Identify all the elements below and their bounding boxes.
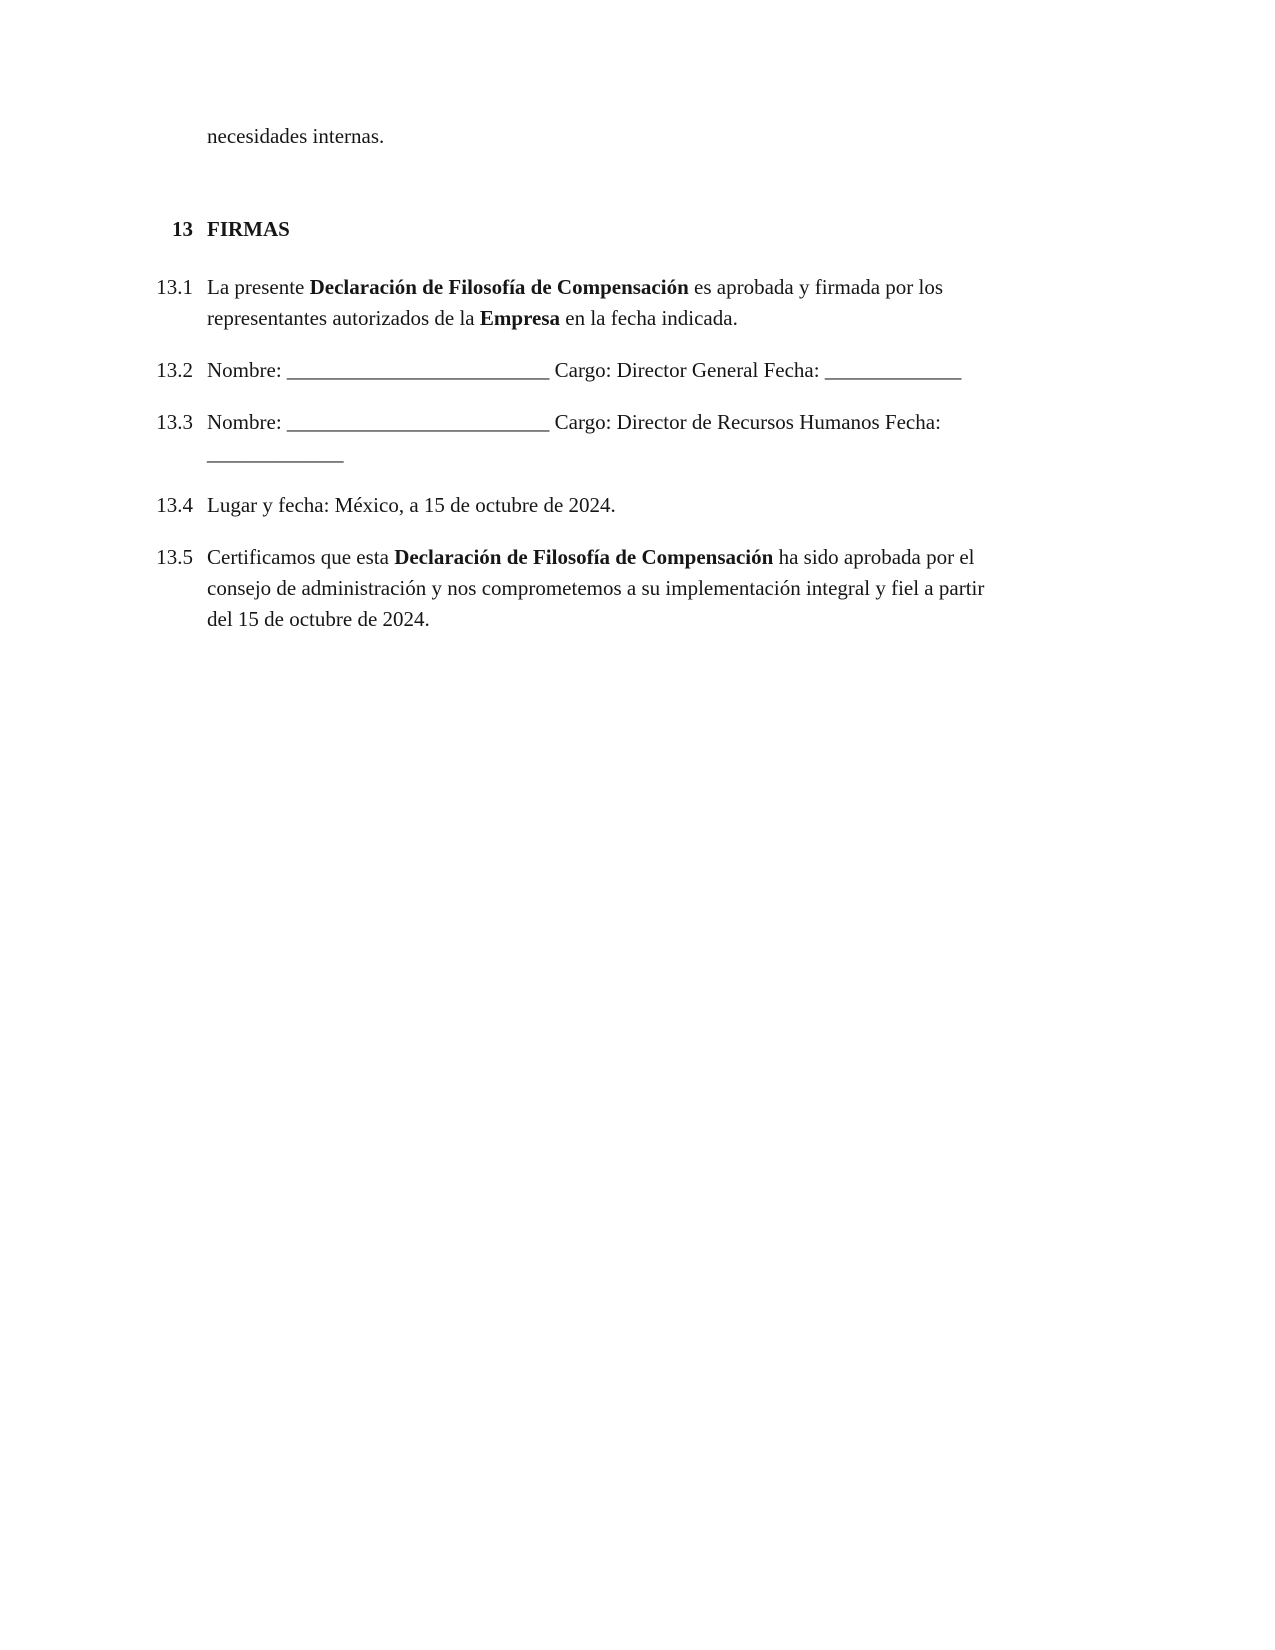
text-segment: del 15 de octubre de 2024.	[207, 607, 430, 631]
section-title: FIRMAS	[207, 217, 290, 241]
numbered-item	[136, 407, 1215, 469]
item-text	[207, 490, 616, 521]
text-segment: Lugar y fecha: México, a 15 de octubre de 2024.	[207, 493, 616, 517]
text-line	[207, 355, 961, 386]
text-segment: representantes autorizados de la	[207, 306, 480, 330]
item-number: 13.4	[156, 493, 193, 517]
text-line	[207, 272, 943, 303]
paragraph-continuation: necesidades internas.	[207, 124, 385, 148]
section-heading	[136, 214, 1215, 245]
text-segment: consejo de administración y nos comprometemos a su implementación integral y fiel a partir	[207, 576, 985, 600]
text-line	[207, 604, 984, 635]
text-segment: Certificamos que esta	[207, 545, 395, 569]
item-number: 13.1	[156, 275, 193, 299]
item-text	[207, 542, 984, 635]
numbered-item	[136, 542, 1215, 635]
item-text	[207, 355, 961, 386]
text-line	[207, 438, 941, 469]
numbered-item	[136, 272, 1215, 334]
item-text	[207, 272, 943, 334]
text-line	[207, 542, 984, 573]
text-segment: es aprobada y firmada por los	[688, 275, 944, 299]
text-line	[207, 490, 616, 521]
numbered-item-list	[136, 272, 1215, 635]
text-line	[207, 407, 941, 438]
text-segment: Nombre: _________________________ Cargo: Director General Fecha: _____________	[207, 358, 962, 382]
text-segment: ha sido aprobada por el	[773, 545, 975, 569]
bold-text-segment: Declaración de Filosofía de Compensación	[309, 275, 689, 299]
text-segment: Nombre: _________________________ Cargo: Director de Recursos Humanos Fecha:	[207, 410, 941, 434]
text-line	[207, 303, 943, 334]
text-segment: La presente	[207, 275, 310, 299]
text-line	[207, 573, 984, 604]
numbered-item	[136, 355, 1215, 386]
item-number: 13.5	[156, 545, 193, 569]
numbered-item	[136, 490, 1215, 521]
text-segment: en la fecha indicada.	[560, 306, 738, 330]
item-number: 13.3	[156, 410, 193, 434]
text-segment: _____________	[207, 441, 344, 465]
bold-text-segment: Empresa	[479, 306, 561, 330]
bold-text-segment: Declaración de Filosofía de Compensación	[394, 545, 774, 569]
item-number: 13.2	[156, 358, 193, 382]
section-number: 13	[172, 217, 193, 241]
item-text	[207, 407, 941, 469]
